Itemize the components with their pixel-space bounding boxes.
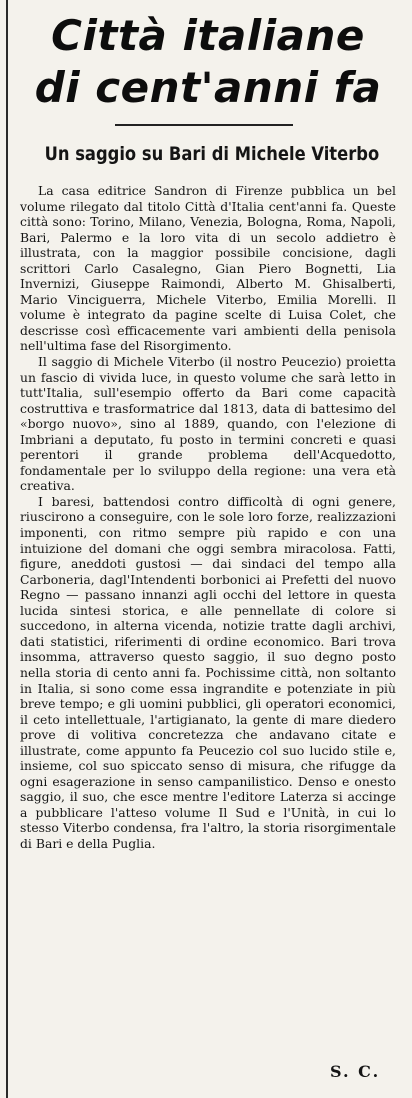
headline-divider — [115, 124, 293, 126]
headline — [18, 10, 398, 114]
column-rule — [6, 0, 8, 1098]
headline-line-2: di cent'anni fa — [34, 63, 382, 112]
author-signature: S. C. — [330, 1062, 381, 1081]
headline-line-1: Città italiane — [51, 11, 365, 60]
paragraph-1: La casa editrice Sandron di Firenze pubblica un bel volume rilegato dal titolo Città d'Italia cent'anni fa. Queste città sono: Torino, Milano, Venezia, Bologna, Roma, Napoli, Bari, Palermo e la loro vita di un secolo addietro è illustrata, con la maggior possibile concisione, dagli scrittori Carlo Casalegno, Gian Piero Bognetti, Lia Invernizi, Giuseppe Raimondi, Alberto M. Ghisalberti, Mario Vinciguerra, Michele Viterbo, Emilia Morelli. Il volume è integrato da pagine scelte di Luisa Colet, che descrisse così efficacemente vari ambienti della penisola nell'ultima fase del Risorgimento. — [20, 183, 396, 354]
subheadline: Un saggio su Bari di Michele Viterbo — [44, 143, 380, 165]
paragraph-2: Il saggio di Michele Viterbo (il nostro Peucezio) proietta un fascio di vivida luce, in questo volume che sarà letto in tutt'Italia, sull'esempio offerto da Bari come capacità costruttiva e trasformatrice dal 1813, data di battesimo del «borgo nuovo», sino al 1889, quando, con l'elezione di Imbriani a deputato, fu posto in termini concreti e quasi perentori il grande problema dell'Acquedotto, fondamentale per lo sviluppo della regione: una vera età creativa. — [20, 354, 396, 494]
paragraph-3: I baresi, battendosi contro difficoltà di ogni genere, riuscirono a conseguire, con le sole loro forze, realizzazioni imponenti, con ritmo sempre più rapido e con una intuizione del domani che oggi sembra miracolosa. Fatti, figure, aneddoti gustosi — dai sindaci del tempo alla Carboneria, dagl'Intendenti borbonici ai Prefetti del nuovo Regno — passano innanzi agli occhi del lettore in questa lucida sintesi storica, e alle pennellate di colore si succedono, in alterna vicenda, notizie tratte dagli archivi, dati statistici, riferimenti di ordine economico. Bari trova insomma, attraverso questo saggio, il suo degno posto nella storia di cento anni fa. Pochissime città, non soltanto in Italia, si sono come essa ingrandite e potenziate in più breve tempo; e gli uomini pubblici, gli operatori economici, il ceto intellettuale, l'artigianato, la gente di mare diedero prove di volitiva concretezza che andavano citate e illustrate, come appunto fa Peucezio col suo lucido stile e, insieme, col suo spiccato senso di misura, che rifugge da ogni esagerazione in senso campanilistico. Denso e onesto saggio, il suo, che esce mentre l'editore Laterza si accinge a pubblicare l'atteso volume Il Sud e l'Unità, in cui lo stesso Viterbo condensa, fra l'altro, la storia risorgimentale di Bari e della Puglia. — [20, 493, 396, 851]
article-body — [20, 183, 396, 852]
